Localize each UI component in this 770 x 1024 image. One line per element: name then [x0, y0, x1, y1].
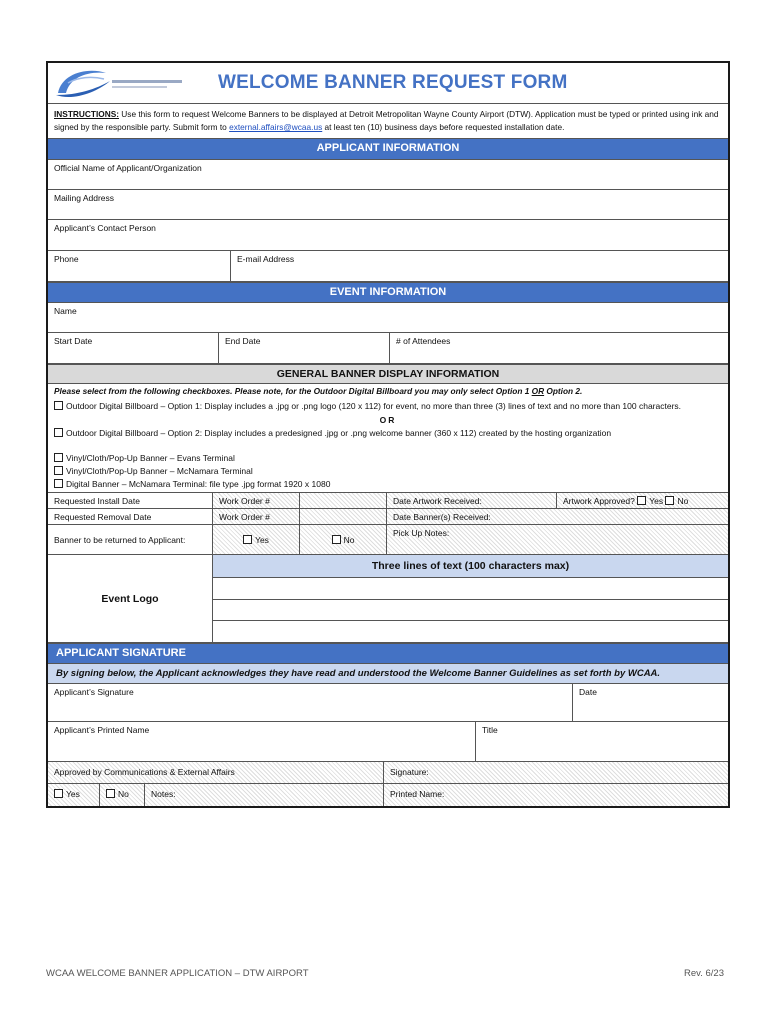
pickup-notes-label: Pick Up Notes: — [393, 528, 450, 538]
phone-field[interactable] — [48, 251, 231, 281]
approved-by-label: Approved by Communications & External Affairs — [48, 762, 384, 783]
return-to-applicant-label: Banner to be returned to Applicant: — [48, 525, 213, 554]
footer-revision: Rev. 6/23 — [684, 968, 724, 979]
approver-printed-name-field[interactable] — [384, 784, 728, 806]
event-name-field[interactable] — [48, 303, 728, 332]
option-3-checkbox[interactable] — [54, 453, 63, 462]
end-date-label: End Date — [225, 336, 261, 346]
artwork-approved-label: Artwork Approved? — [563, 496, 635, 506]
option-4-checkbox[interactable] — [54, 466, 63, 475]
approved-no-label: No — [118, 789, 129, 799]
text-lines-header: Three lines of text (100 characters max) — [213, 555, 728, 578]
instructions-label: INSTRUCTIONS: — [54, 109, 119, 119]
attendees-field[interactable] — [390, 333, 728, 363]
option-2-checkbox[interactable] — [54, 428, 63, 437]
artwork-no-checkbox[interactable] — [665, 496, 674, 505]
banners-received-label: Date Banner(s) Received: — [387, 509, 728, 524]
signature-acknowledgement: By signing below, the Applicant acknowledges they have read and understood the Welcome Banner Guidelines as set forth by WCAA. — [48, 664, 728, 684]
approval-notes-label: Notes: — [151, 789, 176, 799]
work-order-1-value[interactable] — [300, 493, 387, 508]
event-logo-label: Event Logo — [101, 592, 159, 605]
approved-no-checkbox[interactable] — [106, 789, 115, 798]
approver-signature-label: Signature: — [390, 767, 429, 777]
work-order-2-value[interactable] — [300, 509, 387, 524]
text-lines-block — [213, 555, 728, 642]
event-logo-box[interactable] — [48, 555, 213, 642]
contact-person-label: Applicant’s Contact Person — [54, 223, 156, 233]
artwork-received-label: Date Artwork Received: — [387, 493, 557, 508]
banner-note — [48, 384, 728, 398]
option-2-label: Outdoor Digital Billboard – Option 2: Display includes a predesigned .jpg or .png welcome banner (360 x 112) created by the hosting organization — [66, 428, 612, 438]
option-1[interactable] — [48, 398, 728, 415]
work-order-2[interactable]: Work Order # — [213, 509, 300, 524]
option-4[interactable] — [48, 465, 728, 478]
banner-note-or: OR — [531, 386, 545, 396]
mailing-address-field[interactable] — [48, 190, 728, 219]
option-2[interactable] — [48, 425, 728, 442]
title-field[interactable] — [476, 722, 728, 761]
signature-date-label: Date — [579, 687, 597, 697]
approver-printed-name-label: Printed Name: — [390, 789, 445, 799]
return-yes[interactable] — [213, 525, 300, 554]
signature-header: APPLICANT SIGNATURE — [48, 643, 728, 664]
option-3[interactable] — [48, 448, 728, 465]
artwork-approved — [557, 493, 728, 508]
approver-signature-field[interactable] — [384, 762, 728, 783]
form-header — [48, 63, 728, 104]
instructions-text-2: at least ten (10) business days before requested installation date. — [322, 122, 565, 132]
banner-note-2: Option 2. — [544, 386, 583, 396]
phone-label: Phone — [54, 254, 79, 264]
text-line-1[interactable] — [213, 578, 728, 600]
option-4-label: Vinyl/Cloth/Pop-Up Banner – McNamara Terminal — [66, 466, 253, 476]
applicant-info-header: APPLICANT INFORMATION — [48, 139, 728, 160]
install-date-label: Requested Install Date — [48, 493, 213, 508]
printed-name-label: Applicant’s Printed Name — [54, 725, 150, 735]
text-line-3[interactable] — [213, 621, 728, 642]
removal-date-label: Requested Removal Date — [48, 509, 213, 524]
welcome-banner-form — [46, 61, 730, 808]
option-5[interactable] — [48, 478, 728, 493]
email-label: E-mail Address — [237, 254, 295, 264]
event-info-header: EVENT INFORMATION — [48, 282, 728, 303]
org-name-label: Official Name of Applicant/Organization — [54, 163, 202, 173]
option-1-label: Outdoor Digital Billboard – Option 1: Display includes a .jpg or .png logo (120 x 112) for event, no more than three (3) lines of text and no more than 100 characters. — [66, 401, 682, 411]
return-no-label: No — [343, 535, 355, 545]
return-yes-checkbox[interactable] — [243, 535, 252, 544]
approved-no[interactable] — [100, 784, 145, 806]
artwork-yes-label: Yes — [649, 496, 664, 506]
email-field[interactable] — [231, 251, 728, 281]
artwork-no-label: No — [677, 496, 689, 506]
mailing-address-label: Mailing Address — [54, 193, 115, 203]
signature-date-field[interactable] — [573, 684, 728, 721]
title-label: Title — [482, 725, 498, 735]
artwork-yes-checkbox[interactable] — [637, 496, 646, 505]
approved-yes-checkbox[interactable] — [54, 789, 63, 798]
submission-email-link[interactable]: external.affairs@wcaa.us — [229, 122, 323, 132]
instructions — [48, 104, 728, 139]
option-5-checkbox[interactable] — [54, 479, 63, 488]
org-name-field[interactable] — [48, 160, 728, 189]
option-5-label: Digital Banner – McNamara Terminal: file type .jpg format 1920 x 1080 — [66, 479, 331, 489]
option-3-label: Vinyl/Cloth/Pop-Up Banner – Evans Terminal — [66, 453, 235, 463]
start-date-label: Start Date — [54, 336, 93, 346]
return-no[interactable] — [300, 525, 387, 554]
pickup-notes-field[interactable] — [387, 525, 728, 554]
work-order-1[interactable]: Work Order # — [213, 493, 300, 508]
instructions-text-1: Use this form to request Welcome Banners to be displayed at Detroit Metropolitan Wayne County Airport (DTW). Application must be typed or printed using ink and signed by the responsible party. Submit form to — [54, 109, 719, 132]
applicant-signature-label: Applicant’s Signature — [54, 687, 134, 697]
form-title: WELCOME BANNER REQUEST FORM — [218, 72, 568, 93]
banner-note-1: Please select from the following checkboxes. Please note, for the Outdoor Digital Billboard you may only select Option 1 — [54, 386, 532, 396]
banner-info-header: GENERAL BANNER DISPLAY INFORMATION — [48, 364, 728, 384]
applicant-signature-field[interactable] — [48, 684, 573, 721]
approved-yes[interactable] — [48, 784, 100, 806]
start-date-field[interactable] — [48, 333, 219, 363]
return-yes-label: Yes — [255, 535, 269, 545]
approved-yes-label: Yes — [66, 789, 80, 799]
event-name-label: Name — [54, 306, 77, 316]
approval-notes-field[interactable] — [145, 784, 384, 806]
or-divider: OR — [379, 415, 397, 425]
return-no-checkbox[interactable] — [332, 535, 341, 544]
end-date-field[interactable] — [219, 333, 390, 363]
wcaa-logo — [48, 63, 198, 103]
contact-person-field[interactable] — [48, 220, 728, 250]
text-line-2[interactable] — [213, 600, 728, 622]
attendees-label: # of Attendees — [396, 336, 451, 346]
footer-title: WCAA WELCOME BANNER APPLICATION – DTW AIRPORT — [46, 968, 309, 979]
option-1-checkbox[interactable] — [54, 401, 63, 410]
printed-name-field[interactable] — [48, 722, 476, 761]
